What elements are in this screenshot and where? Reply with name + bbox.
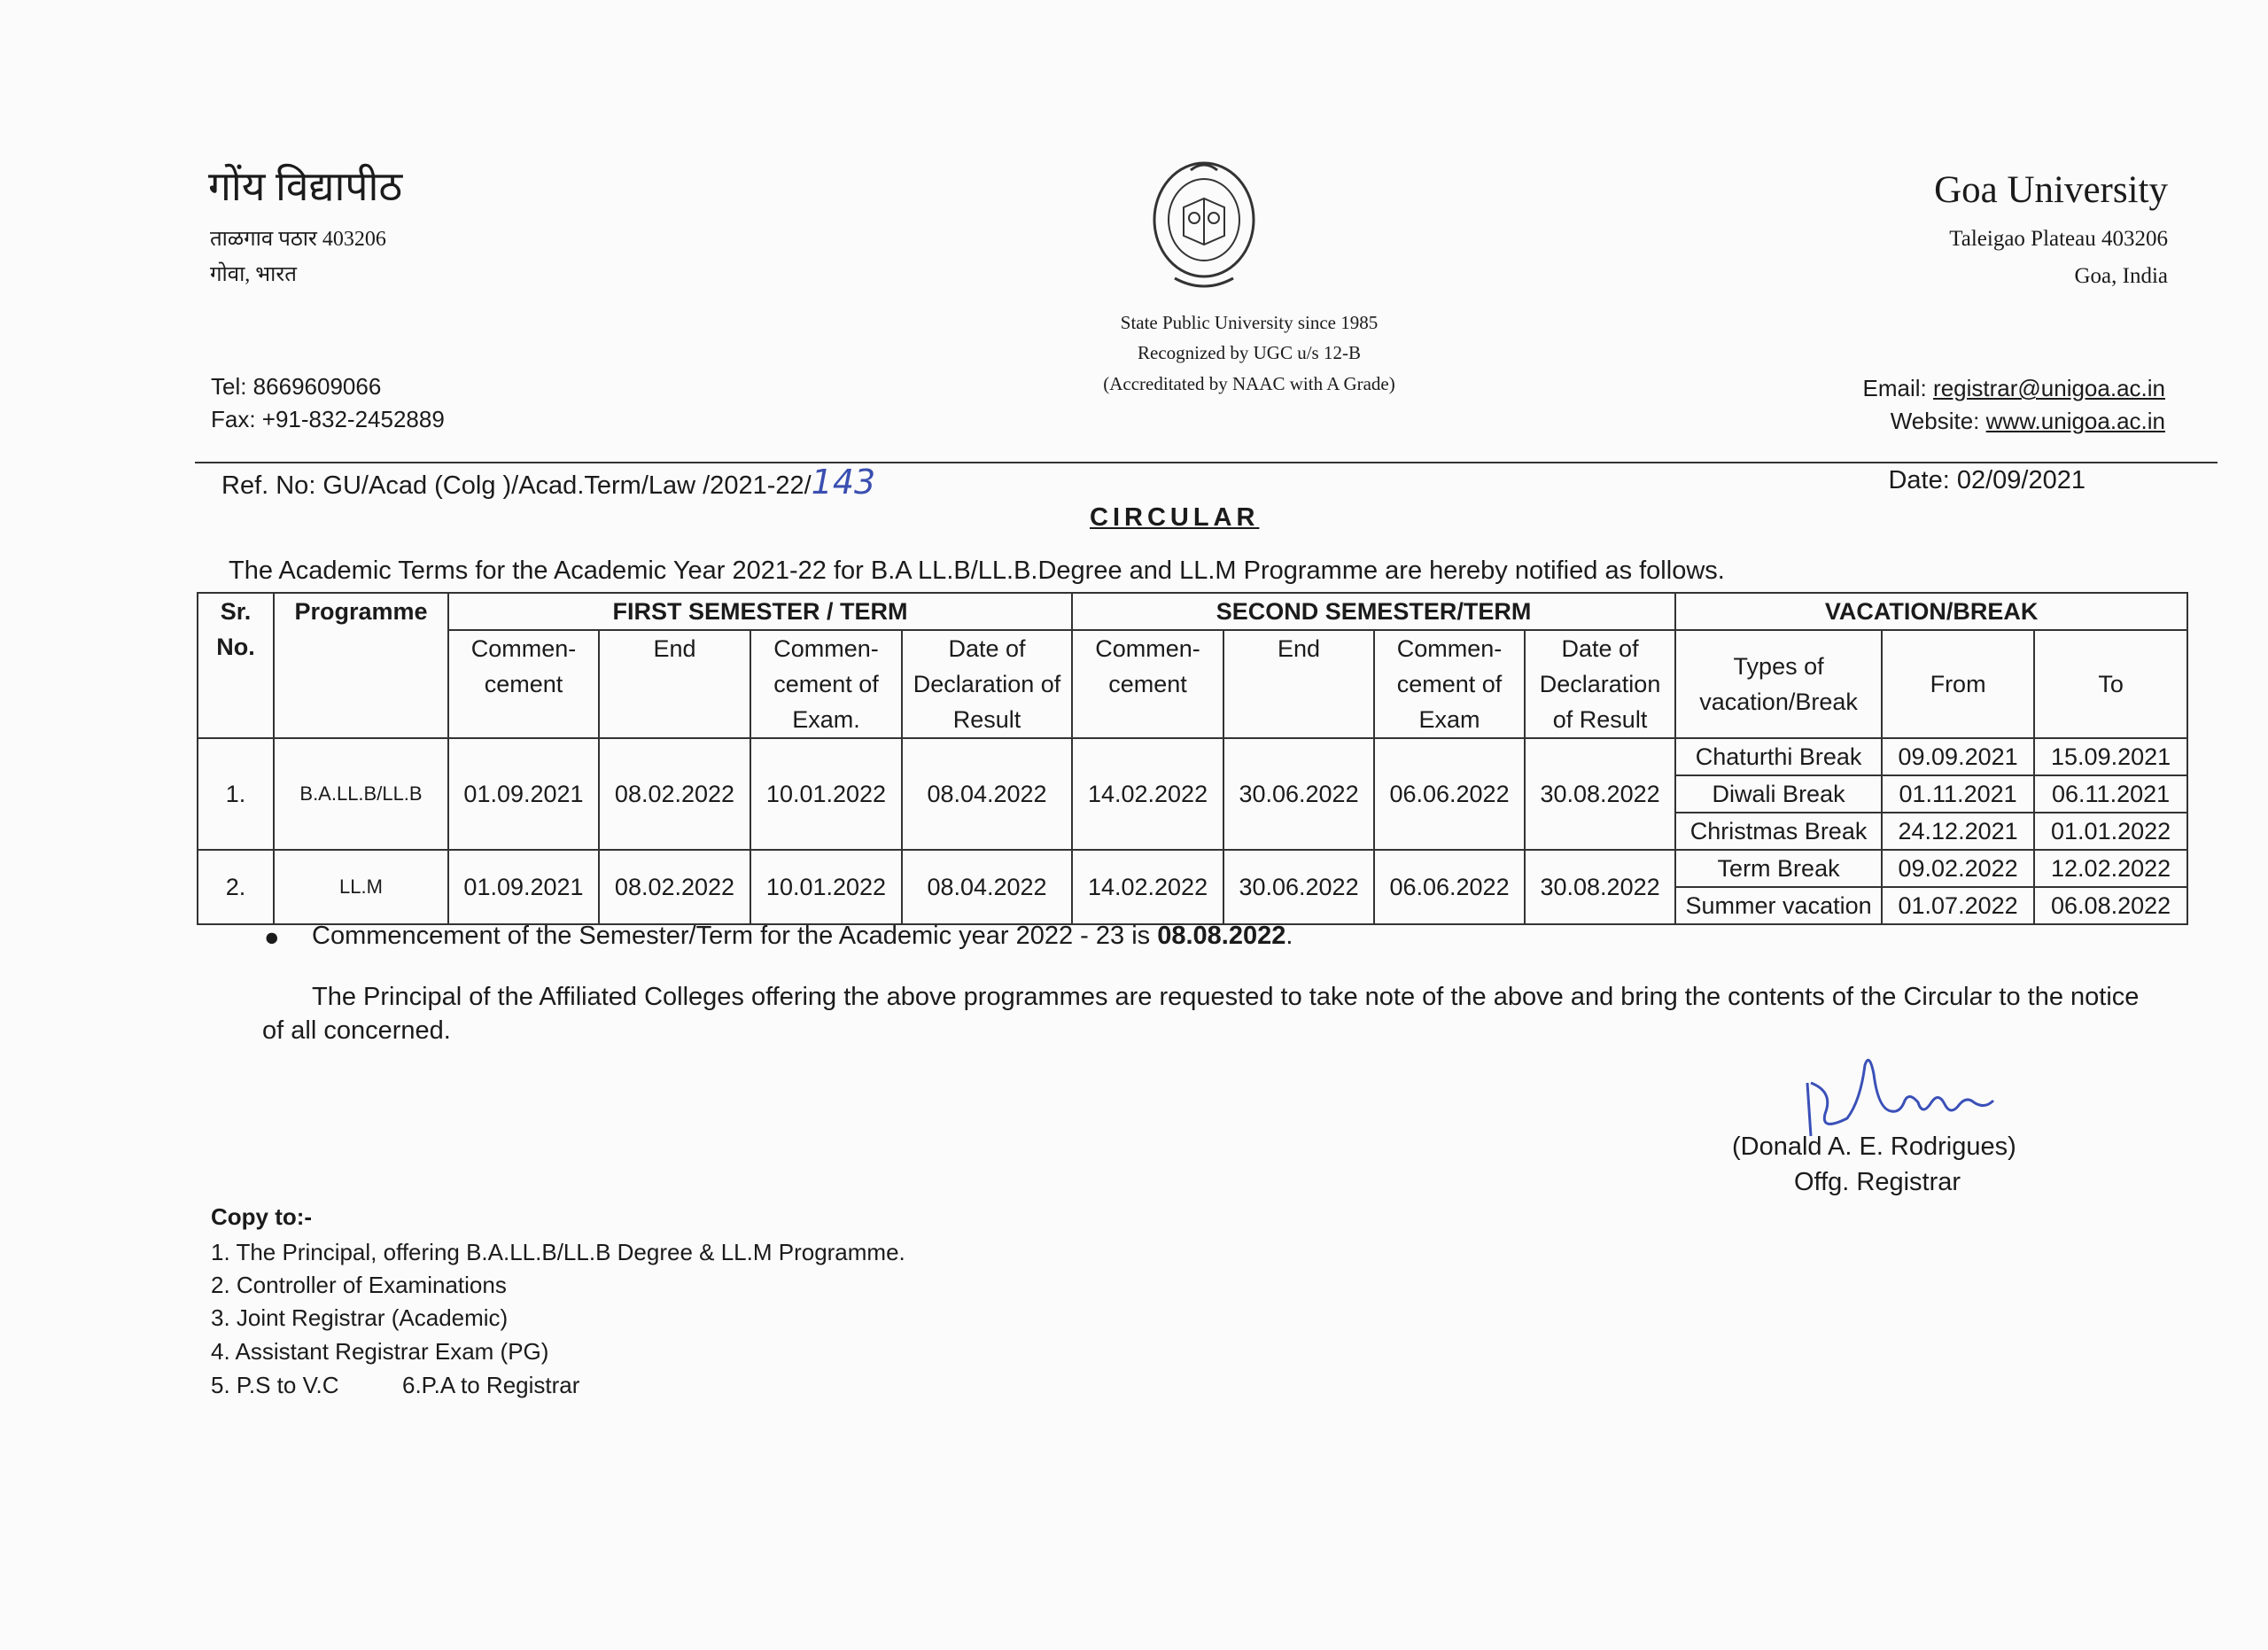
row-first-exam: 10.01.2022 bbox=[750, 850, 902, 924]
row-first-end: 08.02.2022 bbox=[599, 738, 750, 850]
second-exam-header: Commen-cement of Exam bbox=[1374, 630, 1525, 738]
break-type: Chaturthi Break bbox=[1675, 738, 1882, 775]
first-end-header: End bbox=[599, 630, 750, 738]
center-line-2: Recognized by UGC u/s 12-B bbox=[1138, 342, 1361, 363]
copy-to-item: 3. Joint Registrar (Academic) bbox=[211, 1304, 509, 1331]
website-label: Website: bbox=[1890, 408, 1980, 434]
copy-to-item: 5. P.S to V.C bbox=[211, 1372, 339, 1398]
row-second-result: 30.08.2022 bbox=[1525, 850, 1675, 924]
break-from: 01.07.2022 bbox=[1882, 887, 2034, 924]
circular-title: CIRCULAR bbox=[1090, 503, 1260, 532]
telephone: Tel: 8669609066 bbox=[211, 373, 382, 400]
email-label: Email: bbox=[1862, 375, 1927, 401]
break-to: 06.11.2021 bbox=[2034, 775, 2187, 813]
row-second-end: 30.06.2022 bbox=[1223, 850, 1374, 924]
break-to: 15.09.2021 bbox=[2034, 738, 2187, 775]
note-date: 08.08.2022 bbox=[1157, 922, 1286, 950]
vacation-to-header: To bbox=[2034, 630, 2187, 738]
first-result-header: Date of Declaration of Result bbox=[902, 630, 1072, 738]
row-second-commencement: 14.02.2022 bbox=[1072, 738, 1223, 850]
break-type: Term Break bbox=[1675, 850, 1882, 887]
signatory-name: (Donald A. E. Rodrigues) bbox=[1732, 1132, 2016, 1161]
row-first-exam: 10.01.2022 bbox=[750, 738, 902, 850]
reference-handwritten-number: 143 bbox=[811, 463, 876, 502]
copy-to-heading: Copy to:- bbox=[211, 1203, 313, 1230]
copy-to-item: 6.P.A to Registrar bbox=[402, 1372, 580, 1398]
vacation-type-header: Types of vacation/Break bbox=[1675, 630, 1882, 738]
email-line bbox=[1863, 375, 2165, 402]
note-text: Commencement of the Semester/Term for the Academic year 2022 - 23 is bbox=[312, 922, 1158, 950]
col-programme: Programme bbox=[274, 593, 448, 738]
table-row bbox=[198, 850, 2187, 887]
hindi-address-line-1: ताळगाव पठार 403206 bbox=[210, 228, 386, 251]
vacation-from-header: From bbox=[1882, 630, 2034, 738]
break-type: Summer vacation bbox=[1675, 887, 1882, 924]
address-line-1: Taleigao Plateau 403206 bbox=[1949, 227, 2168, 251]
group-first-semester: FIRST SEMESTER / TERM bbox=[448, 593, 1072, 630]
address-line-2: Goa, India bbox=[2074, 264, 2168, 288]
break-from: 09.09.2021 bbox=[1882, 738, 2034, 775]
row-sr: 1. bbox=[198, 738, 274, 850]
copy-to-item: 1. The Principal, offering B.A.LL.B/LL.B Degree & LL.M Programme. bbox=[211, 1239, 905, 1265]
break-from: 09.02.2022 bbox=[1882, 850, 2034, 887]
bullet-icon: ● bbox=[264, 923, 280, 952]
fax: Fax: +91-832-2452889 bbox=[211, 406, 445, 432]
note-suffix: . bbox=[1285, 922, 1293, 950]
row-first-result: 08.04.2022 bbox=[902, 738, 1072, 850]
hindi-address-line-2: गोवा, भारत bbox=[210, 263, 297, 286]
signature-image bbox=[1798, 1047, 2002, 1145]
break-to: 06.08.2022 bbox=[2034, 887, 2187, 924]
row-sr: 2. bbox=[198, 850, 274, 924]
instruction-paragraph: The Principal of the Affiliated Colleges offering the above programmes are requested to take note of the above and bring the contents of the Circular to the notice of all concerned. bbox=[262, 983, 2140, 1045]
hindi-university-name: गोंय विद्यापीठ bbox=[208, 164, 403, 209]
university-name: Goa University bbox=[1934, 169, 2168, 211]
circular-date: Date: 02/09/2021 bbox=[1888, 466, 2085, 494]
signatory-designation: Offg. Registrar bbox=[1794, 1168, 1961, 1196]
website-link[interactable]: www.unigoa.ac.in bbox=[1985, 408, 2165, 434]
second-result-header: Date of Declaration of Result bbox=[1525, 630, 1675, 738]
first-commencement-header: Commen-cement bbox=[448, 630, 599, 738]
academic-terms-table bbox=[197, 592, 2188, 925]
center-line-1: State Public University since 1985 bbox=[1120, 312, 1379, 333]
intro-text: The Academic Terms for the Academic Year 2021-22 for B.A LL.B/LL.B.Degree and LL.M Programme are hereby notified as follows. bbox=[229, 556, 1725, 585]
copy-to-item: 2. Controller of Examinations bbox=[211, 1272, 507, 1298]
row-second-exam: 06.06.2022 bbox=[1374, 738, 1525, 850]
first-exam-header: Commen-cement of Exam. bbox=[750, 630, 902, 738]
break-type: Christmas Break bbox=[1675, 813, 1882, 850]
row-first-result: 08.04.2022 bbox=[902, 850, 1072, 924]
row-second-commencement: 14.02.2022 bbox=[1072, 850, 1223, 924]
reference-prefix: Ref. No: GU/Acad (Colg )/Acad.Term/Law /2021-22/ bbox=[221, 471, 812, 500]
reference-number bbox=[221, 463, 875, 502]
email-link[interactable]: registrar@unigoa.ac.in bbox=[1933, 375, 2165, 401]
university-seal bbox=[1148, 156, 1260, 296]
row-programme: LL.M bbox=[274, 850, 448, 924]
row-second-result: 30.08.2022 bbox=[1525, 738, 1675, 850]
table-row bbox=[198, 738, 2187, 775]
website-line bbox=[1891, 408, 2165, 435]
group-second-semester: SECOND SEMESTER/TERM bbox=[1072, 593, 1675, 630]
second-end-header: End bbox=[1223, 630, 1374, 738]
break-from: 01.11.2021 bbox=[1882, 775, 2034, 813]
row-second-exam: 06.06.2022 bbox=[1374, 850, 1525, 924]
row-first-commencement: 01.09.2021 bbox=[448, 850, 599, 924]
break-to: 01.01.2022 bbox=[2034, 813, 2187, 850]
row-second-end: 30.06.2022 bbox=[1223, 738, 1374, 850]
break-from: 24.12.2021 bbox=[1882, 813, 2034, 850]
row-programme: B.A.LL.B/LL.B bbox=[274, 738, 448, 850]
break-to: 12.02.2022 bbox=[2034, 850, 2187, 887]
copy-to-item: 4. Assistant Registrar Exam (PG) bbox=[211, 1338, 549, 1365]
center-line-3: (Accreditated by NAAC with A Grade) bbox=[1103, 373, 1395, 394]
group-vacation: VACATION/BREAK bbox=[1675, 593, 2187, 630]
col-sr-no: Sr. No. bbox=[198, 593, 274, 738]
break-type: Diwali Break bbox=[1675, 775, 1882, 813]
row-first-end: 08.02.2022 bbox=[599, 850, 750, 924]
second-commencement-header: Commen-cement bbox=[1072, 630, 1223, 738]
row-first-commencement: 01.09.2021 bbox=[448, 738, 599, 850]
next-year-commencement-note bbox=[312, 922, 1293, 951]
